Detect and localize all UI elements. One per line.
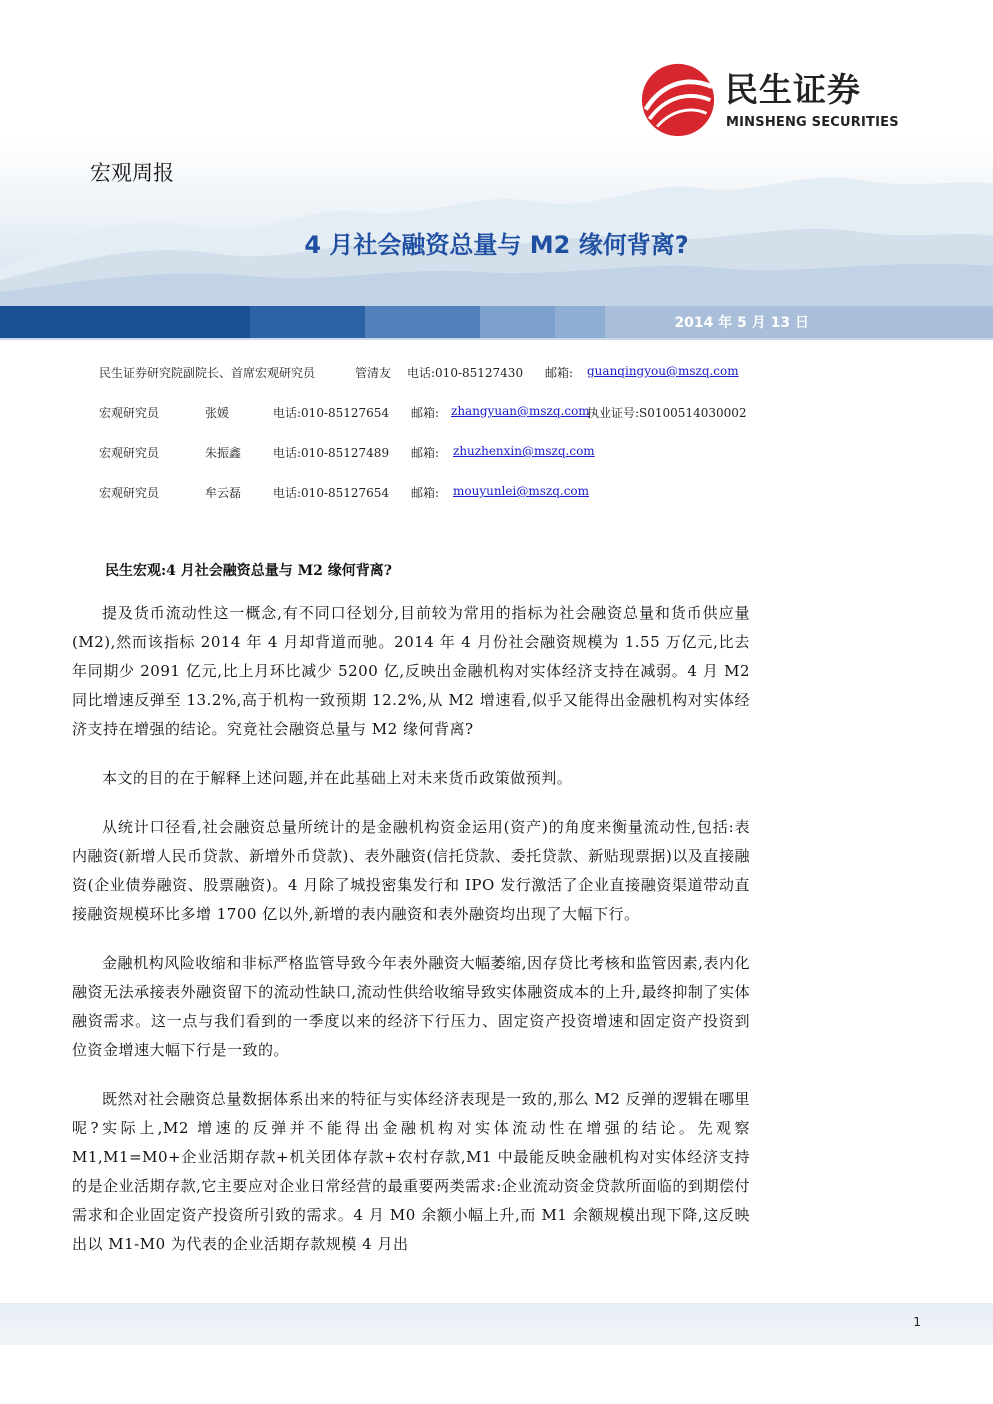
author-name: 管清友	[355, 366, 392, 380]
logo-chinese-name: 民生证券	[725, 70, 861, 109]
company-logo	[640, 62, 930, 142]
author-name: 朱振鑫	[205, 446, 242, 460]
author-role: 宏观研究员	[99, 486, 160, 500]
date-banner	[0, 306, 993, 338]
page-number: 1	[913, 1315, 921, 1329]
body-paragraph: 从统计口径看,社会融资总量所统计的是金融机构资金运用(资产)的角度来衡量流动性,包括:表内融资(新增人民币贷款、新增外币贷款)、表外融资(信托贷款、委托贷款、新贴现票据)以及直接融资(企业债券融资、股票融资)。4 月除了城投密集发行和 IPO 发行激活了企业直接融资渠道带动直接融资规模环比多增 1700 亿以外,新增的表内融资和表外融资均出现了大幅下行。	[72, 818, 750, 923]
author-phone: 电话:010-85127489	[273, 446, 390, 460]
author-email-label: 邮箱:	[411, 486, 440, 500]
author-phone: 电话:010-85127430	[407, 366, 524, 380]
report-body	[72, 599, 750, 1279]
author-role: 宏观研究员	[99, 446, 160, 460]
author-phone: 电话:010-85127654	[273, 406, 390, 420]
author-email-link[interactable]: zhangyuan@mszq.com	[451, 404, 590, 418]
author-email-link[interactable]: mouyunlei@mszq.com	[453, 484, 590, 498]
author-license: 执业证号:S0100514030002	[587, 406, 747, 420]
report-date: 2014 年 5 月 13 日	[674, 315, 809, 331]
author-role: 民生证券研究院副院长、首席宏观研究员	[99, 366, 316, 380]
section-heading: 民生宏观:4 月社会融资总量与 M2 缘何背离?	[105, 563, 392, 579]
footer-band	[0, 1303, 993, 1345]
body-paragraph: 既然对社会融资总量数据体系出来的特征与实体经济表现是一致的,那么 M2 反弹的逻辑在哪里呢?实际上,M2 增速的反弹并不能得出金融机构对实体流动性在增强的结论。先观察 M1,M1=M0+企业活期存款+机关团体存款+农村存款,M1 中最能反映金融机构对实体经济支持的是企业活期存款,它主要应对企业日常经营的最重要两类需求:企业流动资金贷款所面临的到期偿付需求和企业固定资产投资所引致的需求。4 月 M0 余额小幅上升,而 M1 余额规模出现下降,这反映出以 M1-M0 为代表的企业活期存款规模 4 月出	[72, 1090, 750, 1253]
logo-english-name: MINSHENG SECURITIES	[726, 115, 899, 130]
author-role: 宏观研究员	[99, 406, 160, 420]
author-name: 张媛	[205, 406, 230, 420]
document-title: 4 月社会融资总量与 M2 缘何背离?	[304, 231, 689, 259]
author-phone: 电话:010-85127654	[273, 486, 390, 500]
body-paragraph: 金融机构风险收缩和非标严格监管导致今年表外融资大幅萎缩,因存贷比考核和监管因素,表内化融资无法承接表外融资留下的流动性缺口,流动性供给收缩导致实体融资成本的上升,最终抑制了实体融资需求。这一点与我们看到的一季度以来的经济下行压力、固定资产投资增速和固定资产投资到位资金增速大幅下行是一致的。	[72, 954, 750, 1059]
author-email-label: 邮箱:	[411, 406, 440, 420]
author-email-label: 邮箱:	[411, 446, 440, 460]
author-email-link[interactable]: zhuzhenxin@mszq.com	[453, 444, 595, 458]
author-email-link[interactable]: guanqingyou@mszq.com	[587, 364, 739, 378]
body-paragraph: 本文的目的在于解释上述问题,并在此基础上对未来货币政策做预判。	[102, 769, 573, 787]
author-email-label: 邮箱:	[545, 366, 574, 380]
author-name: 牟云磊	[205, 486, 242, 500]
report-type-label: 宏观周报	[90, 161, 174, 185]
body-paragraph: 提及货币流动性这一概念,有不同口径划分,目前较为常用的指标为社会融资总量和货币供应量(M2),然而该指标 2014 年 4 月却背道而驰。2014 年 4 月份社会融资规模为 1.55 万亿元,比去年同期少 2091 亿元,比上月环比减少 5200 亿,反映出金融机构对实体经济支持在减弱。4 月 M2 同比增速反弹至 13.2%,高于机构一致预期 12.2%,从 M2 增速看,似乎又能得出金融机构对实体经济支持在增强的结论。究竟社会融资总量与 M2 缘何背离?	[72, 604, 750, 738]
minsheng-logo-icon	[640, 62, 716, 138]
